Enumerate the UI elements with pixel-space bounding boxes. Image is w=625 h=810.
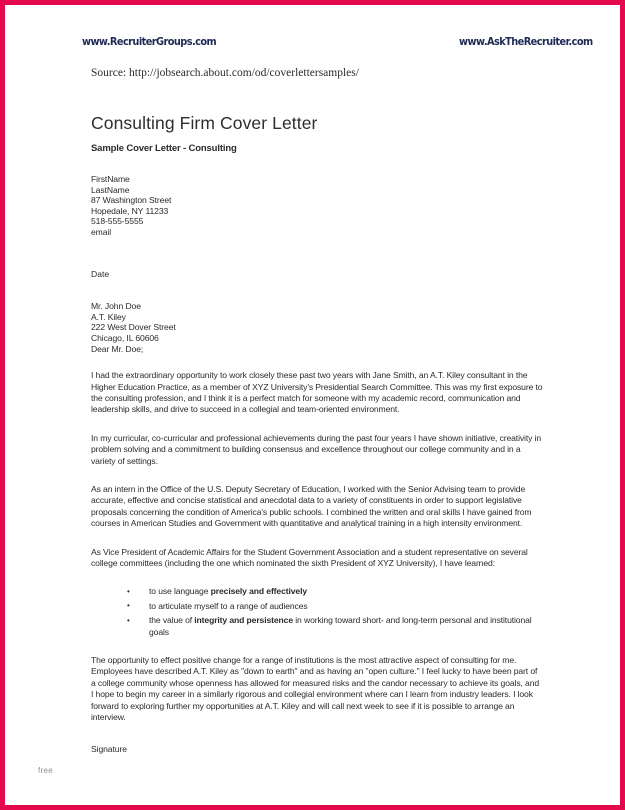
list-item: [127, 586, 543, 597]
date-placeholder: Date: [91, 268, 110, 279]
sender-city-state-zip: Hopedale, NY 11233: [91, 205, 169, 216]
recipient-company: A.T. Kiley: [91, 311, 126, 322]
bullet-lead-text: the value of: [149, 615, 195, 626]
bullet-lead-text: to use language: [149, 586, 211, 597]
bullet-bold-text: integrity and persistence: [194, 615, 293, 626]
body-paragraph-1: I had the extraordinary opportunity to work closely these past two years with Jane Smith, an A.T. Kiley consultant in the Higher Education Practice, as a member of XYZ University's Presidential Search Committee. This was my first exposure to the consulting profession, and I think it is a perfect match for someone with my academic record, communication and leadership skills, and drive to succeed in a collegial and team-oriented environment.: [91, 370, 543, 415]
body-paragraph-4: As Vice President of Academic Affairs for the Student Government Association and a student representative on several college committees (including the one which nominated the sixth President of XYZ University), I have learned:: [91, 546, 528, 568]
learned-bullet-list: [91, 586, 543, 638]
page-title: Consulting Firm Cover Letter: [91, 113, 318, 133]
spacer-before-recipient: [91, 279, 543, 301]
salutation: Dear Mr. Doe;: [91, 343, 144, 354]
list-item: [127, 601, 543, 612]
body-paragraph-3: As an intern in the Office of the U.S. Deputy Secretary of Education, I worked with the Senior Advising team to provide accurate, effective and concise statistical and anecdotal data to a variety of constituents in order to support legislative proposals concerning the condition of America's public schools. I combined the written and oral skills I have gained from courses in American Studies and Government with quantitative and analytical training in a high intensity environment.: [91, 483, 532, 529]
sender-last-name: LastName: [91, 184, 130, 195]
recipient-city-state-zip: Chicago, IL 60606: [91, 332, 159, 343]
page-subtitle: Sample Cover Letter - Consulting: [91, 143, 237, 154]
footer-watermark: free: [38, 766, 53, 775]
bullet-tail-text: in working toward short- and long-term personal and institutional goals: [149, 615, 532, 637]
sender-street: 87 Washington Street: [91, 195, 172, 206]
source-url-line: Source: http://jobsearch.about.com/od/coverlettersamples/: [91, 67, 359, 79]
bullet-lead-text: to articulate myself to a range of audiences: [149, 600, 308, 611]
sender-first-name: FirstName: [91, 174, 130, 184]
body-paragraph-2: In my curricular, co-curricular and professional achievements during the past four years I have shown initiative, creativity in problem solving and a commitment to building consensus and excellence throughout our college community and in a variety of settings.: [91, 432, 541, 466]
site-header: [82, 36, 593, 48]
sender-phone: 518-555-5555: [91, 216, 144, 227]
sender-email: email: [91, 226, 112, 237]
sender-address-block: [91, 174, 543, 238]
recipient-street: 222 West Dover Street: [91, 322, 176, 333]
recipient-name: Mr. John Doe: [91, 301, 141, 312]
list-item: [127, 615, 543, 638]
ask-the-recruiter-link[interactable]: www.AskTheRecruiter.com: [459, 36, 593, 48]
spacer-after-salutation: [91, 354, 543, 370]
spacer-before-date: [91, 238, 543, 269]
letter-content: [91, 113, 543, 754]
bullet-bold-text: precisely and effectively: [210, 586, 307, 597]
recruiter-groups-link[interactable]: www.RecruiterGroups.com: [82, 36, 217, 48]
signature-placeholder: Signature: [91, 744, 127, 755]
body-paragraph-5: The opportunity to effect positive change for a range of institutions is the most attractive aspect of consulting for me. Employees have described A.T. Kiley as "down to earth" and as having an "open culture." I feel lucky to have been part of a college community whose openness has allowed for measured risks and the candor necessary to achieve its goals, and I hope to begin my career in a similarly rigorous and collegial environment where can I learn from industry leaders. I look forward to exploring further my opportunities at A.T. Kiley and will call next week to see if it is possible to arrange an interview.: [91, 655, 540, 723]
recipient-address-block: [91, 301, 543, 354]
